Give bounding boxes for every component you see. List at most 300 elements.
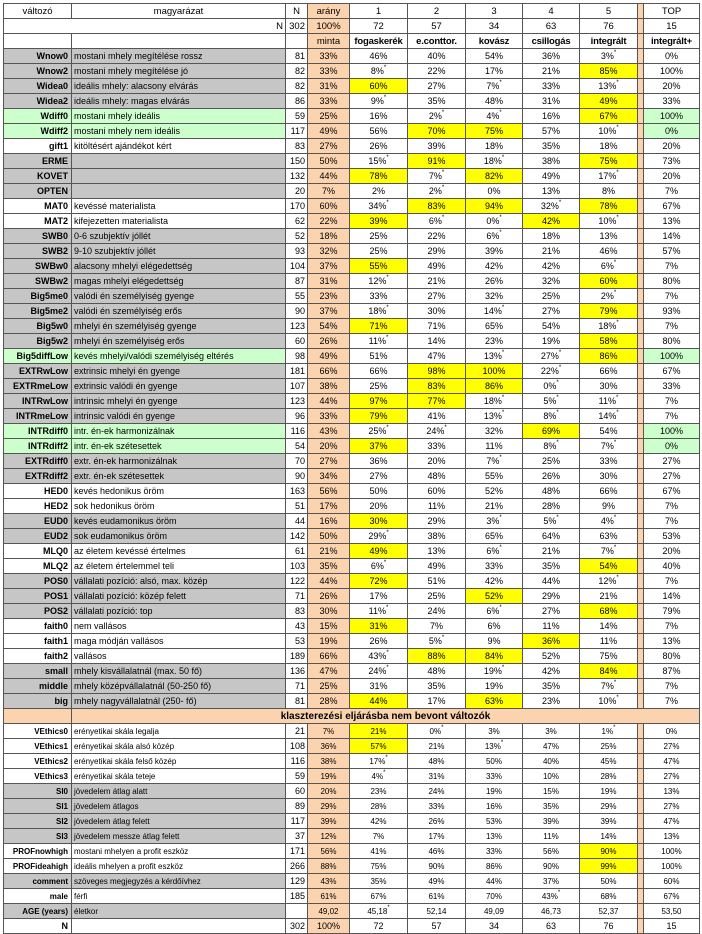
variable-name: ERME: [4, 154, 72, 169]
share-value: 50%: [308, 529, 350, 544]
share-value: 26%: [308, 334, 350, 349]
cluster-5-value: 30%: [580, 469, 638, 484]
top-value: 33%: [644, 94, 700, 109]
cluster-4-value: 48%: [523, 484, 580, 499]
cluster-3-value: 55%: [466, 469, 523, 484]
top-value: 14%: [644, 229, 700, 244]
share-value: 12%: [308, 829, 350, 844]
top-value: 100%: [644, 349, 700, 364]
top-value: 7%: [644, 409, 700, 424]
cluster-1-value: 4%*: [350, 769, 408, 784]
cluster-5-value: 79%: [580, 304, 638, 319]
table-row: [4, 244, 700, 259]
cluster-5-value: 30%: [580, 379, 638, 394]
variable-name: HED0: [4, 484, 72, 499]
cluster-4-value: 42%: [523, 259, 580, 274]
cluster-5-value: 52,37: [580, 904, 638, 919]
variable-description: extrinsic valódi én gyenge: [72, 379, 286, 394]
top-value: 13%: [644, 214, 700, 229]
top-value: 67%: [644, 199, 700, 214]
footer-top: 15: [644, 919, 700, 934]
cluster-1-value: 39%: [350, 214, 408, 229]
cluster-5-header: 5: [580, 4, 638, 19]
cluster-3-value: 65%: [466, 529, 523, 544]
n-value: 71: [286, 679, 308, 694]
cluster-4-value: 16%: [523, 109, 580, 124]
cluster-2-value: 47%: [408, 349, 466, 364]
cluster-name-row: [4, 34, 700, 49]
cluster-1-value: 28%: [350, 799, 408, 814]
cluster-2-value: 60%: [408, 484, 466, 499]
table-row: [4, 514, 700, 529]
table-row: [4, 724, 700, 739]
cluster-3-value: 49,09: [466, 904, 523, 919]
top-value: 27%: [644, 469, 700, 484]
cluster-table: [3, 3, 700, 934]
cluster-1-value: 79%: [350, 409, 408, 424]
top-value: 20%: [644, 139, 700, 154]
cluster-3-value: 6%: [466, 619, 523, 634]
variable-description: mostani mhely megítélése rossz: [72, 49, 286, 64]
top-value: 53,50: [644, 904, 700, 919]
top-value: 13%: [644, 634, 700, 649]
variable-description: kevés mhelyi/valódi személyiség eltérés: [72, 349, 286, 364]
cluster-3-value: 44%: [466, 874, 523, 889]
share-value: 38%: [308, 379, 350, 394]
table-row: [4, 169, 700, 184]
cluster-2-value: 17%: [408, 694, 466, 709]
n-value: 81: [286, 49, 308, 64]
top-value: 0%: [644, 49, 700, 64]
variable-description: intrinsic mhelyi én gyenge: [72, 394, 286, 409]
table-row: [4, 79, 700, 94]
cluster-4-value: 26%: [523, 469, 580, 484]
cluster-4-value: 39%: [523, 814, 580, 829]
n-value: 104: [286, 259, 308, 274]
cluster-1-value: 72%: [350, 574, 408, 589]
share-value: 36%: [308, 739, 350, 754]
variable-name: male: [4, 889, 72, 904]
table-row: [4, 64, 700, 79]
cluster-1-n: 72: [350, 19, 408, 34]
variable-description: sok hedonikus öröm: [72, 499, 286, 514]
variable-description: ideális mhelyen a profit eszköz: [72, 859, 286, 874]
variable-description: életkor: [72, 904, 286, 919]
cluster-3-value: 94%: [466, 199, 523, 214]
n-value: 51: [286, 499, 308, 514]
cluster-2-value: 6%*: [408, 214, 466, 229]
n-value: 90: [286, 469, 308, 484]
cluster-4-value: 18%: [523, 229, 580, 244]
cluster-1-value: 66%: [350, 364, 408, 379]
n-value: 117: [286, 124, 308, 139]
top-value: 7%: [644, 619, 700, 634]
n-value: 123: [286, 394, 308, 409]
cluster-4-value: 56%: [523, 844, 580, 859]
cluster-2-value: 33%: [408, 799, 466, 814]
cluster-4-name: csillogás: [523, 34, 580, 49]
top-value: 7%: [644, 289, 700, 304]
cluster-4-value: 13%: [523, 184, 580, 199]
cluster-1-value: 50%: [350, 484, 408, 499]
cluster-1-value: 55%: [350, 259, 408, 274]
variable-name: Big5me0: [4, 289, 72, 304]
cluster-2-value: 41%: [408, 409, 466, 424]
cluster-4-value: 25%: [523, 454, 580, 469]
cluster-4-value: 47%: [523, 739, 580, 754]
cluster-3-value: 42%: [466, 259, 523, 274]
cluster-2-value: 31%: [408, 769, 466, 784]
cluster-1-value: 30%: [350, 514, 408, 529]
n-value: 136: [286, 664, 308, 679]
cluster-3-value: 21%: [466, 499, 523, 514]
cluster-3-value: 32%: [466, 424, 523, 439]
table-row: [4, 259, 700, 274]
variable-description: szöveges megjegyzés a kérdőívhez: [72, 874, 286, 889]
n-value: 142: [286, 529, 308, 544]
n-value: 150: [286, 154, 308, 169]
cluster-1-value: 36%: [350, 454, 408, 469]
share-value: 7%: [308, 724, 350, 739]
n-value: 37: [286, 829, 308, 844]
cluster-2-value: 11%: [408, 499, 466, 514]
cluster-3-value: 26%: [466, 274, 523, 289]
n-header: N: [286, 4, 308, 19]
top-value: 100%: [644, 844, 700, 859]
table-row: [4, 694, 700, 709]
variable-description: kitöltésért ajándékot kért: [72, 139, 286, 154]
footer-row: [4, 919, 700, 934]
variable-description: vállalati pozíció: alsó, max. közép: [72, 574, 286, 589]
table-row: [4, 859, 700, 874]
cluster-1-value: 37%: [350, 439, 408, 454]
cluster-5-value: 2%*: [580, 289, 638, 304]
top-value: 60%: [644, 874, 700, 889]
variable-name: EXTRmeLow: [4, 379, 72, 394]
variable-name: SI0: [4, 784, 72, 799]
n-value: 70: [286, 454, 308, 469]
share-value: 34%: [308, 469, 350, 484]
cluster-2-value: 25%: [408, 589, 466, 604]
cluster-5-value: 68%: [580, 604, 638, 619]
n-value: 55: [286, 289, 308, 304]
var-header: változó: [4, 4, 72, 19]
share-value: 27%: [308, 139, 350, 154]
blank-cell: [4, 34, 72, 49]
cluster-3-value: 3%: [466, 724, 523, 739]
n-value: 20: [286, 184, 308, 199]
variable-description: magas mhelyi elégedettség: [72, 274, 286, 289]
table-row: [4, 454, 700, 469]
cluster-1-value: 7%: [350, 829, 408, 844]
table-row: [4, 634, 700, 649]
table-row: [4, 484, 700, 499]
cluster-1-value: 8%*: [350, 64, 408, 79]
share-value: 66%: [308, 649, 350, 664]
cluster-1-value: 44%: [350, 694, 408, 709]
n-value: 122: [286, 574, 308, 589]
cluster-5-value: 58%: [580, 334, 638, 349]
n-value: 87: [286, 274, 308, 289]
top-value: 57%: [644, 244, 700, 259]
share-header: arány: [308, 4, 350, 19]
variable-description: sok eudamonikus öröm: [72, 529, 286, 544]
share-value: 35%: [308, 559, 350, 574]
cluster-2-value: 39%: [408, 139, 466, 154]
cluster-1-value: 26%: [350, 634, 408, 649]
cluster-5-value: 13%*: [580, 79, 638, 94]
share-value: 19%: [308, 634, 350, 649]
table-row: [4, 649, 700, 664]
cluster-3-value: 11%: [466, 439, 523, 454]
variable-name: POS1: [4, 589, 72, 604]
cluster-2-value: 27%: [408, 289, 466, 304]
share-value: 44%: [308, 574, 350, 589]
cluster-3-value: 86%: [466, 379, 523, 394]
top-value: 100%: [644, 424, 700, 439]
cluster-5-value: 29%: [580, 799, 638, 814]
table-row: [4, 784, 700, 799]
top-value: 0%: [644, 724, 700, 739]
cluster-5-value: 18%*: [580, 319, 638, 334]
table-row: [4, 544, 700, 559]
share-value: 22%: [308, 214, 350, 229]
cluster-1-value: 35%: [350, 874, 408, 889]
cluster-2-value: 29%: [408, 514, 466, 529]
cluster-1-value: 41%: [350, 844, 408, 859]
cluster-4-value: 42%: [523, 214, 580, 229]
cluster-3-value: 0%: [466, 184, 523, 199]
n-value: 116: [286, 754, 308, 769]
share-value: 25%: [308, 679, 350, 694]
n-value: 86: [286, 94, 308, 109]
top-name: integrált+: [644, 34, 700, 49]
cluster-5-value: 78%: [580, 199, 638, 214]
n-value: 44: [286, 514, 308, 529]
variable-name: MAT2: [4, 214, 72, 229]
n-value: 266: [286, 859, 308, 874]
cluster-5-value: 67%: [580, 109, 638, 124]
cluster-1-value: 60%: [350, 79, 408, 94]
cluster-5-value: 9%: [580, 499, 638, 514]
cluster-5-value: 28%: [580, 769, 638, 784]
table-body: [4, 4, 700, 934]
cluster-4-value: 21%: [523, 244, 580, 259]
cluster-2-value: 49%: [408, 874, 466, 889]
n-value: 71: [286, 589, 308, 604]
variable-name: HED2: [4, 499, 72, 514]
cluster-2-n: 57: [408, 19, 466, 34]
cluster-4-value: 27%*: [523, 349, 580, 364]
table-row: [4, 664, 700, 679]
variable-description: intrinsic valódi én gyenge: [72, 409, 286, 424]
cluster-4-value: 23%: [523, 694, 580, 709]
cluster-3-value: 39%: [466, 244, 523, 259]
cluster-3-value: 18%*: [466, 154, 523, 169]
top-value: 7%: [644, 259, 700, 274]
cluster-4-value: 33%: [523, 79, 580, 94]
cluster-5-value: 84%: [580, 664, 638, 679]
cluster-5-n: 76: [580, 19, 638, 34]
cluster-3-value: 6%*: [466, 229, 523, 244]
variable-name: Big5diffLow: [4, 349, 72, 364]
blank-cell: [286, 34, 308, 49]
variable-description: nem vallásos: [72, 619, 286, 634]
variable-name: SWB2: [4, 244, 72, 259]
cluster-5-name: integrált: [580, 34, 638, 49]
cluster-1-value: 11%*: [350, 334, 408, 349]
share-value: 25%: [308, 109, 350, 124]
n-value: 82: [286, 79, 308, 94]
variable-name: INTRmeLow: [4, 409, 72, 424]
cluster-4-value: 25%: [523, 289, 580, 304]
cluster-1-value: 25%: [350, 379, 408, 394]
top-n: 15: [644, 19, 700, 34]
top-value: 0%: [644, 124, 700, 139]
variable-description: valódi én személyiség gyenge: [72, 289, 286, 304]
variable-description: mhely nagyvállalatnál (250- fő): [72, 694, 286, 709]
share-value: 44%: [308, 169, 350, 184]
variable-description: 0-6 szubjektív jóllét: [72, 229, 286, 244]
table-row: [4, 904, 700, 919]
cluster-4-value: 36%: [523, 634, 580, 649]
variable-name: MAT0: [4, 199, 72, 214]
variable-name: middle: [4, 679, 72, 694]
table-row: [4, 394, 700, 409]
cluster-2-value: 20%: [408, 454, 466, 469]
cluster-3-value: 19%: [466, 784, 523, 799]
n-value: 107: [286, 379, 308, 394]
variable-description: jövedelem átlag alatt: [72, 784, 286, 799]
blank-cell: [72, 34, 286, 49]
variable-description: vállalati pozíció: közép felett: [72, 589, 286, 604]
cluster-4-value: 28%: [523, 499, 580, 514]
cluster-2-value: 77%: [408, 394, 466, 409]
cluster-5-value: 66%: [580, 484, 638, 499]
share-value: 33%: [308, 64, 350, 79]
table-row: [4, 139, 700, 154]
share-value: 56%: [308, 844, 350, 859]
cluster-4-value: 22%*: [523, 364, 580, 379]
cluster-5-value: 25%: [580, 739, 638, 754]
top-value: 13%: [644, 784, 700, 799]
cluster-4-value: 31%: [523, 94, 580, 109]
cluster-3-value: 63%: [466, 694, 523, 709]
table-row: [4, 289, 700, 304]
cluster-5-value: 14%: [580, 829, 638, 844]
cluster-1-value: 97%: [350, 394, 408, 409]
count-row: [4, 19, 700, 34]
cluster-5-value: 46%: [580, 244, 638, 259]
footer-cluster-5: 76: [580, 919, 638, 934]
variable-description: mostani mhely ideális: [72, 109, 286, 124]
cluster-3-value: 33%: [466, 769, 523, 784]
table-row: [4, 409, 700, 424]
cluster-2-name: e.conttor.: [408, 34, 466, 49]
share-value: 32%: [308, 244, 350, 259]
cluster-2-value: 48%: [408, 469, 466, 484]
top-value: 33%: [644, 379, 700, 394]
variable-name: VEthics2: [4, 754, 72, 769]
share-value: 27%: [308, 454, 350, 469]
section-left: [4, 709, 72, 724]
footer-cluster-3: 34: [466, 919, 523, 934]
n-value: 89: [286, 799, 308, 814]
cluster-1-value: 56%: [350, 124, 408, 139]
top-value: 27%: [644, 739, 700, 754]
cluster-4-value: 44%: [523, 574, 580, 589]
cluster-3-value: 7%*: [466, 79, 523, 94]
cluster-2-value: 46%: [408, 844, 466, 859]
cluster-5-value: 13%: [580, 229, 638, 244]
cluster-4-value: 5%*: [523, 394, 580, 409]
table-row: [4, 844, 700, 859]
cluster-3-value: 14%*: [466, 304, 523, 319]
table-row: [4, 559, 700, 574]
variable-name: EUD0: [4, 514, 72, 529]
variable-description: [72, 184, 286, 199]
cluster-3-value: 54%: [466, 49, 523, 64]
share-value: 20%: [308, 439, 350, 454]
top-value: 67%: [644, 364, 700, 379]
cluster-5-value: 18%: [580, 139, 638, 154]
variable-name: faith1: [4, 634, 72, 649]
variable-description: extr. én-ek harmonizálnak: [72, 454, 286, 469]
n-value: [286, 904, 308, 919]
cluster-5-value: 6%*: [580, 259, 638, 274]
n-value: 82: [286, 64, 308, 79]
table-row: [4, 199, 700, 214]
cluster-5-value: 14%: [580, 619, 638, 634]
variable-name: PROFnowhigh: [4, 844, 72, 859]
cluster-2-value: 13%: [408, 544, 466, 559]
n-value: 132: [286, 169, 308, 184]
cluster-4-value: 35%: [523, 679, 580, 694]
variable-description: jövedelem átlag felett: [72, 814, 286, 829]
cluster-3-value: 33%: [466, 844, 523, 859]
cluster-1-value: 11%*: [350, 604, 408, 619]
variable-name: SI1: [4, 799, 72, 814]
n-value: 52: [286, 229, 308, 244]
cluster-4-value: 11%: [523, 619, 580, 634]
blank-cell: [72, 919, 286, 934]
cluster-2-value: 17%: [408, 829, 466, 844]
share-value: 33%: [308, 94, 350, 109]
cluster-5-value: 7%*: [580, 679, 638, 694]
table-row: [4, 124, 700, 139]
top-value: 27%: [644, 454, 700, 469]
cluster-2-value: 22%: [408, 64, 466, 79]
variable-name: VEthics0: [4, 724, 72, 739]
cluster-3-value: 4%*: [466, 109, 523, 124]
variable-description: [72, 154, 286, 169]
total-share: 100%: [308, 19, 350, 34]
cluster-5-value: 49%: [580, 94, 638, 109]
cluster-1-value: 51%: [350, 349, 408, 364]
variable-description: alacsony mhelyi elégedettség: [72, 259, 286, 274]
variable-name: comment: [4, 874, 72, 889]
share-value: 61%: [308, 889, 350, 904]
cluster-4-value: 15%: [523, 784, 580, 799]
cluster-5-value: 66%: [580, 364, 638, 379]
table-row: [4, 214, 700, 229]
variable-description: erényetikai skála teteje: [72, 769, 286, 784]
cluster-4-value: 27%: [523, 604, 580, 619]
n-value: 59: [286, 769, 308, 784]
table-row: [4, 274, 700, 289]
cluster-4-value: 37%: [523, 874, 580, 889]
top-value: 7%: [644, 499, 700, 514]
